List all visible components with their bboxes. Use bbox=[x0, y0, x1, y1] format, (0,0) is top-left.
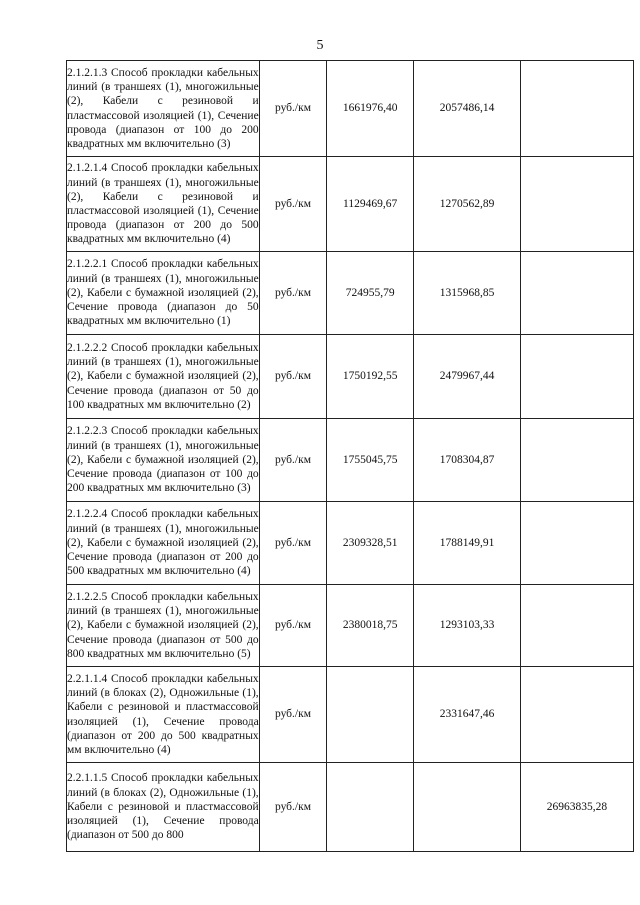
row-description: 2.1.2.2.1 Способ прокладки кабельных линий (в траншеях (1), многожильные (2), Кабели с бумажной изоляцией (2), Сечение провода (диапазон до 50 квадратных мм включительно (1) bbox=[67, 252, 260, 335]
table-row bbox=[67, 335, 634, 419]
row-value-3 bbox=[520, 667, 633, 763]
table-row bbox=[67, 502, 634, 585]
table-row bbox=[67, 157, 634, 252]
row-description: 2.1.2.1.3 Способ прокладки кабельных линий (в траншеях (1), многожильные (2), Кабели с резиновой и пластмассовой изоляцией (1), Сечение провода (диапазон от 100 до 200 квадратных мм включительно (3) bbox=[67, 61, 260, 157]
row-value-2: 1708304,87 bbox=[414, 419, 521, 502]
tariff-table bbox=[66, 60, 634, 852]
row-value-3: 26963835,28 bbox=[520, 763, 633, 852]
row-description: 2.1.2.2.3 Способ прокладки кабельных линий (в траншеях (1), многожильные (2), Кабели с бумажной изоляцией (2), Сечение провода (диапазон от 100 до 200 квадратных мм включительно (3) bbox=[67, 419, 260, 502]
row-unit: руб./км bbox=[259, 667, 327, 763]
row-value-1: 1755045,75 bbox=[327, 419, 414, 502]
row-value-1 bbox=[327, 667, 414, 763]
row-value-3 bbox=[520, 502, 633, 585]
row-value-2: 2479967,44 bbox=[414, 335, 521, 419]
row-value-3 bbox=[520, 61, 633, 157]
row-value-2: 1315968,85 bbox=[414, 252, 521, 335]
row-unit: руб./км bbox=[259, 502, 327, 585]
row-unit: руб./км bbox=[259, 252, 327, 335]
table-row bbox=[67, 585, 634, 667]
row-value-1: 1750192,55 bbox=[327, 335, 414, 419]
page-number: 5 bbox=[316, 38, 324, 53]
row-value-3 bbox=[520, 252, 633, 335]
row-value-3 bbox=[520, 585, 633, 667]
row-description: 2.1.2.2.2 Способ прокладки кабельных линий (в траншеях (1), многожильные (2), Кабели с бумажной изоляцией (2), Сечение провода (диапазон от 50 до 100 квадратных мм включительно (2) bbox=[67, 335, 260, 419]
row-description: 2.1.2.2.4 Способ прокладки кабельных линий (в траншеях (1), многожильные (2), Кабели с бумажной изоляцией (2), Сечение провода (диапазон от 200 до 500 квадратных мм включительно (4) bbox=[67, 502, 260, 585]
row-unit: руб./км bbox=[259, 585, 327, 667]
row-unit: руб./км bbox=[259, 335, 327, 419]
row-value-3 bbox=[520, 157, 633, 252]
row-value-2: 1788149,91 bbox=[414, 502, 521, 585]
row-value-1: 1129469,67 bbox=[327, 157, 414, 252]
table-row bbox=[67, 61, 634, 157]
table-row bbox=[67, 667, 634, 763]
row-description: 2.2.1.1.5 Способ прокладки кабельных линий (в блоках (2), Одножильные (1), Кабели с резиновой и пластмассовой изоляцией (1), Сечение провода (диапазон от 500 до 800 bbox=[67, 763, 260, 852]
row-value-2: 1293103,33 bbox=[414, 585, 521, 667]
row-value-2: 1270562,89 bbox=[414, 157, 521, 252]
table-row bbox=[67, 763, 634, 852]
row-value-2: 2331647,46 bbox=[414, 667, 521, 763]
row-value-1: 1661976,40 bbox=[327, 61, 414, 157]
row-unit: руб./км bbox=[259, 419, 327, 502]
row-description: 2.2.1.1.4 Способ прокладки кабельных линий (в блоках (2), Одножильные (1), Кабели с резиновой и пластмассовой изоляцией (1), Сечение провода (диапазон от 200 до 500 квадратных мм включительно (4) bbox=[67, 667, 260, 763]
row-value-1: 2309328,51 bbox=[327, 502, 414, 585]
row-unit: руб./км bbox=[259, 157, 327, 252]
table-row bbox=[67, 419, 634, 502]
row-value-3 bbox=[520, 335, 633, 419]
table-row bbox=[67, 252, 634, 335]
row-value-2 bbox=[414, 763, 521, 852]
row-unit: руб./км bbox=[259, 61, 327, 157]
row-description: 2.1.2.2.5 Способ прокладки кабельных линий (в траншеях (1), многожильные (2), Кабели с бумажной изоляцией (2), Сечение провода (диапазон от 500 до 800 квадратных мм включительно (5) bbox=[67, 585, 260, 667]
row-value-3 bbox=[520, 419, 633, 502]
row-value-1: 2380018,75 bbox=[327, 585, 414, 667]
row-value-1 bbox=[327, 763, 414, 852]
row-description: 2.1.2.1.4 Способ прокладки кабельных линий (в траншеях (1), многожильные (2), Кабели с резиновой и пластмассовой изоляцией (1), Сечение провода (диапазон от 200 до 500 квадратных мм включительно (4) bbox=[67, 157, 260, 252]
row-value-2: 2057486,14 bbox=[414, 61, 521, 157]
row-unit: руб./км bbox=[259, 763, 327, 852]
row-value-1: 724955,79 bbox=[327, 252, 414, 335]
